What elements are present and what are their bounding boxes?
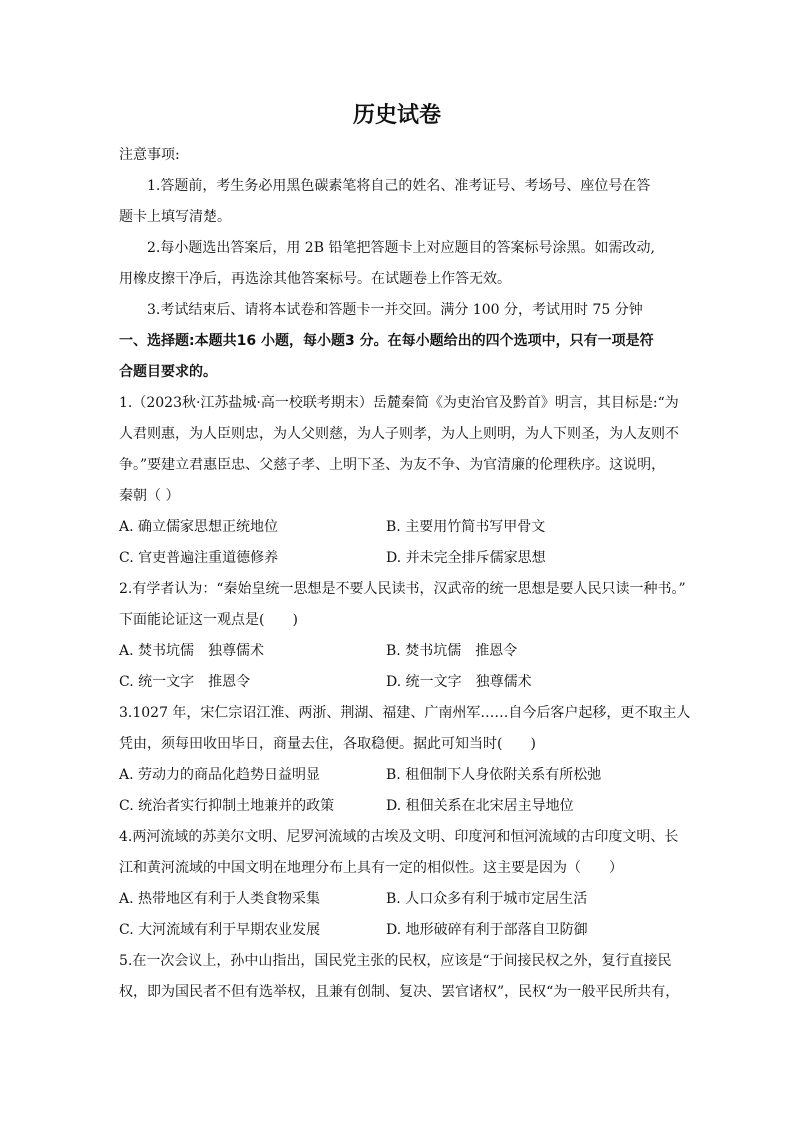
question-3-option-a: A. 劳动力的商品化趋势日益明显 (119, 767, 321, 783)
question-2-option-a: A. 焚书坑儒 独尊儒术 (119, 643, 265, 659)
question-4-option-b: B. 人口众多有利于城市定居生活 (386, 891, 588, 907)
notice-line: 2.每小题选出答案后，用 2B 铅笔把答题卡上对应题目的答案标号涂黑。如需改动, (147, 240, 655, 256)
notice-line: 题卡上填写清楚。 (119, 209, 231, 225)
question-1-stem: 争。”要建立君惠臣忠、父慈子孝、上明下圣、为友不争、为官清廉的伦理秩序。这说明， (119, 457, 666, 473)
question-5-stem: 5.在一次会议上，孙中山指出，国民党主张的民权，应该是“于间接民权之外，复行直接民 (119, 953, 672, 969)
question-1-option-d: D. 并未完全排斥儒家思想 (386, 550, 546, 566)
question-4-option-c: C. 大河流域有利于早期农业发展 (119, 922, 321, 938)
question-2-option-c: C. 统一文字 推恩令 (119, 674, 251, 690)
question-3-option-b: B. 租佃制下人身依附关系有所松弛 (386, 767, 602, 783)
question-3-option-d: D. 租佃关系在北宋居主导地位 (386, 798, 574, 814)
question-1-option-c: C. 官吏普遍注重道德修养 (119, 550, 279, 566)
question-4-stem: 4.两河流域的苏美尔文明、尼罗河流域的古埃及文明、印度河和恒河流域的古印度文明、长 (119, 829, 679, 845)
question-1-option-b: B. 主要用竹简书写甲骨文 (386, 519, 546, 535)
question-4-option-a: A. 热带地区有利于人类食物采集 (119, 891, 321, 907)
question-5-stem: 权，即为国民者不但有选举权，且兼有创制、复决、罢官诸权”，民权“为一般平民所共有， (119, 984, 680, 1000)
question-4-stem: 江和黄河流域的中国文明在地理分布上具有一定的相似性。这主要是因为（ ） (119, 860, 623, 876)
question-2-option-d: D. 统一文字 独尊儒术 (386, 674, 532, 690)
notice-line: 3.考试结束后、请将本试卷和答题卡一并交回。满分 100 分，考试用时 75 分钟 (147, 302, 643, 318)
question-1-stem: 秦朝（ ） (119, 488, 180, 504)
notice-heading: 注意事项: (119, 147, 180, 163)
section-heading: 一、选择题:本题共16 小题，每小题3 分。在每小题给出的四个选项中，只有一项是符 (119, 333, 654, 349)
notice-line: 1.答题前，考生务必用黑色碳素笔将自己的姓名、准考证号、考场号、座位号在答 (147, 178, 651, 194)
question-4-option-d: D. 地形破碎有利于部落自卫防御 (386, 922, 588, 938)
section-heading: 合题目要求的。 (119, 364, 217, 380)
question-2-option-b: B. 焚书坑儒 推恩令 (386, 643, 518, 659)
question-3-stem: 3.1027 年，宋仁宗诏江淮、两浙、荆湖、福建、广南州军……自今后客户起移，更不取主人 (119, 705, 691, 721)
page-title: 历史试卷 (352, 103, 441, 128)
question-2-stem: 2.有学者认为：“秦始皇统一思想是不要人民读书，汉武帝的统一思想是要人民只读一种书。” (119, 581, 686, 597)
question-1-option-a: A. 确立儒家思想正统地位 (119, 519, 279, 535)
question-3-stem: 凭由，须每田收田毕日，商量去住，各取稳便。据此可知当时( ) (119, 736, 536, 752)
question-3-option-c: C. 统治者实行抑制土地兼并的政策 (119, 798, 335, 814)
question-1-stem: 人君则惠，为人臣则忠，为人父则慈，为人子则孝，为人上则明，为人下则圣，为人友则不 (119, 426, 679, 442)
question-1-stem: 1.（2023秋·江苏盐城·高一校联考期末）岳麓秦简《为吏治官及黔首》明言，其目标是:“为 (119, 395, 679, 411)
question-2-stem: 下面能论证这一观点是( ) (119, 612, 298, 628)
notice-line: 用橡皮擦干净后，再选涂其他答案标号。在试题卷上作答无效。 (119, 271, 511, 287)
